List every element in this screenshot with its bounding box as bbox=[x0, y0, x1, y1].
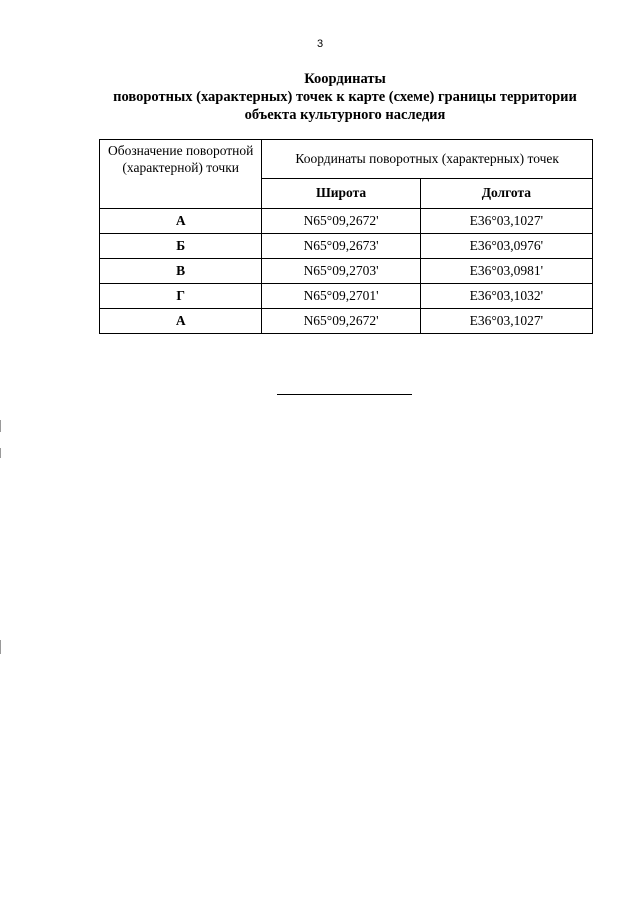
longitude-cell: E36°03,0981' bbox=[420, 259, 592, 284]
longitude-cell: E36°03,1027' bbox=[420, 209, 592, 234]
header-coordinates: Координаты поворотных (характерных) точек bbox=[262, 140, 593, 179]
latitude-cell: N65°09,2673' bbox=[262, 234, 420, 259]
title-line-3: объекта культурного наследия bbox=[244, 107, 446, 123]
document-title bbox=[80, 70, 610, 124]
latitude-cell: N65°09,2703' bbox=[262, 259, 420, 284]
table-row bbox=[100, 259, 593, 284]
point-name-cell: Б bbox=[100, 234, 262, 259]
latitude-cell: N65°09,2672' bbox=[262, 309, 420, 334]
table-row bbox=[100, 284, 593, 309]
table-row bbox=[100, 234, 593, 259]
longitude-cell: E36°03,1027' bbox=[420, 309, 592, 334]
closing-rule-line bbox=[277, 394, 412, 395]
page-number: 3 bbox=[316, 38, 324, 50]
table-row bbox=[100, 209, 593, 234]
latitude-cell: N65°09,2672' bbox=[262, 209, 420, 234]
longitude-cell: E36°03,1032' bbox=[420, 284, 592, 309]
title-line-2: поворотных (характерных) точек к карте (схеме) границы территории bbox=[113, 89, 577, 105]
point-name-cell: В bbox=[100, 259, 262, 284]
point-name-cell: А bbox=[100, 209, 262, 234]
coordinates-table bbox=[99, 139, 593, 334]
header-latitude: Широта bbox=[262, 178, 420, 208]
point-name-cell: А bbox=[100, 309, 262, 334]
table-header-row bbox=[100, 140, 593, 179]
header-designation: Обозначение поворотной (характерной) точки bbox=[100, 140, 262, 209]
title-line-1: Координаты bbox=[304, 71, 386, 87]
table-row bbox=[100, 309, 593, 334]
scan-edge-mark bbox=[0, 640, 1, 654]
latitude-cell: N65°09,2701' bbox=[262, 284, 420, 309]
longitude-cell: E36°03,0976' bbox=[420, 234, 592, 259]
header-longitude: Долгота bbox=[420, 178, 592, 208]
scan-edge-mark bbox=[0, 420, 1, 432]
scan-edge-mark bbox=[0, 448, 1, 458]
point-name-cell: Г bbox=[100, 284, 262, 309]
